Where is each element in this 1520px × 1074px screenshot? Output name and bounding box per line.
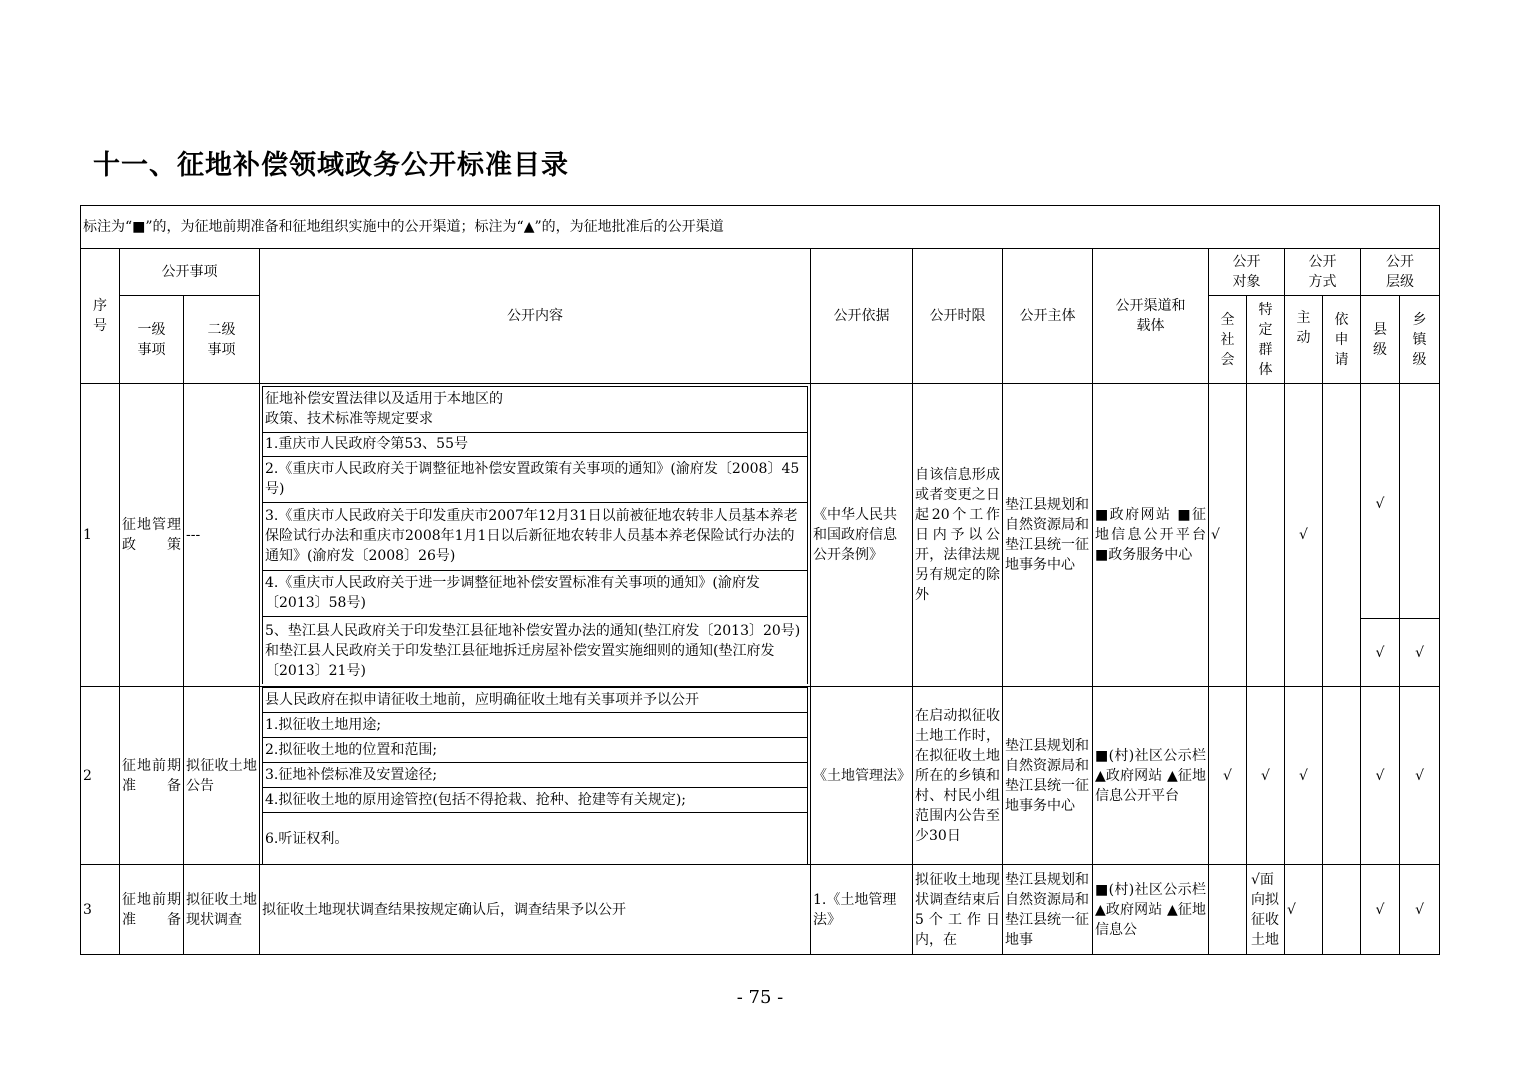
table-row	[81, 865, 1440, 955]
disclosure-table	[80, 205, 1440, 955]
row1-content-1: 1.重庆市人民政府令第53、55号	[263, 432, 808, 456]
header-level1: 一级事项	[120, 296, 184, 384]
row1-target-all: √	[1209, 384, 1247, 687]
row3-subject: 垫江县规划和自然资源局和垫江县统一征地事	[1003, 865, 1093, 955]
row2-level-town: √	[1400, 687, 1440, 865]
header-target: 公开对象	[1209, 249, 1285, 296]
header-seq: 序号	[81, 249, 120, 384]
header-mode-request: 依申请	[1323, 296, 1361, 384]
row2-seq: 2	[81, 687, 120, 865]
row1-level-town-b: √	[1400, 619, 1440, 687]
row3-channel: ■(村)社区公示栏 ▲政府网站 ▲征地信息公	[1093, 865, 1209, 955]
page-title: 十一、征地补偿领域政务公开标准目录	[93, 150, 569, 181]
row2-content	[260, 687, 811, 865]
row2-level-county: √	[1361, 687, 1400, 865]
row1-level-county-a: √	[1361, 384, 1400, 619]
header-level-county: 县级	[1361, 296, 1400, 384]
page-number: - 75 -	[736, 987, 784, 1008]
row2-content-0: 县人民政府在拟申请征收土地前，应明确征收土地有关事项并予以公开	[263, 688, 808, 713]
row3-level1: 征地前期准备	[120, 865, 184, 955]
header-level2: 二级事项	[184, 296, 260, 384]
row1-level2: ---	[184, 384, 260, 687]
row1-content-4: 4.《重庆市人民政府关于进一步调整征地补偿安置标准有关事项的通知》(渝府发〔2013〕58号)	[263, 570, 808, 616]
header-subject: 公开主体	[1003, 249, 1093, 384]
row2-subject: 垫江县规划和自然资源局和垫江县统一征地事务中心	[1003, 687, 1093, 865]
row1-content-3: 3.《重庆市人民政府关于印发重庆市2007年12月31日以前被征地农转非人员基本养老保险试行办法和重庆市2008年1月1日以后新征地农转非人员基本养老保险试行办法的通知》(渝府发〔2008〕26号)	[263, 502, 808, 570]
row1-mode-request	[1323, 384, 1361, 687]
row2-content-2: 2.拟征收土地的位置和范围;	[263, 738, 808, 763]
row1-content-5: 5、垫江县人民政府关于印发垫江县征地补偿安置办法的通知(垫江府发〔2013〕20号)和垫江县人民政府关于印发垫江县征地拆迁房屋补偿安置实施细则的通知(垫江府发〔2013〕21号)	[263, 616, 808, 684]
row3-basis: 1.《土地管理法》	[811, 865, 913, 955]
row1-mode-active: √	[1285, 384, 1323, 687]
row1-content	[260, 384, 811, 687]
table-row	[81, 687, 1440, 865]
row2-target-all: √	[1209, 687, 1247, 865]
row2-mode-active: √	[1285, 687, 1323, 865]
row3-target-all	[1209, 865, 1247, 955]
row2-basis: 《土地管理法》	[811, 687, 913, 865]
row2-target-specific: √	[1247, 687, 1285, 865]
row2-channel: ■(村)社区公示栏 ▲政府网站 ▲征地信息公开平台	[1093, 687, 1209, 865]
header-content: 公开内容	[260, 249, 811, 384]
row3-target-specific: √面向拟征收土地	[1247, 865, 1285, 955]
row1-channel: ■政府网站 ■征地信息公开平台 ■政务服务中心	[1093, 384, 1209, 687]
row3-seq: 3	[81, 865, 120, 955]
row2-content-5: 6.听证权利。	[263, 813, 808, 864]
table-row	[81, 384, 1440, 619]
row1-content-2: 2.《重庆市人民政府关于调整征地补偿安置政策有关事项的通知》(渝府发〔2008〕45号)	[263, 456, 808, 502]
row1-seq: 1	[81, 384, 120, 687]
row1-level-county-b: √	[1361, 619, 1400, 687]
row1-time-limit: 自该信息形成或者变更之日起20个工作日内予以公开，法律法规另有规定的除外	[913, 384, 1003, 687]
row2-content-1: 1.拟征收土地用途;	[263, 713, 808, 738]
row3-level-county: √	[1361, 865, 1400, 955]
header-target-all: 全社会	[1209, 296, 1247, 384]
row2-mode-request	[1323, 687, 1361, 865]
row3-mode-request	[1323, 865, 1361, 955]
row3-level2: 拟征收土地现状调查	[184, 865, 260, 955]
header-level: 公开层级	[1361, 249, 1440, 296]
header-mode-active: 主动	[1285, 296, 1323, 384]
header-time-limit: 公开时限	[913, 249, 1003, 384]
header-level-town: 乡镇级	[1400, 296, 1440, 384]
row2-content-4: 4.拟征收土地的原用途管控(包括不得抢栽、抢种、抢建等有关规定);	[263, 788, 808, 813]
row1-level-town-a	[1400, 384, 1440, 619]
header-target-specific: 特定群体	[1247, 296, 1285, 384]
legend-note: 标注为“■”的，为征地前期准备和征地组织实施中的公开渠道；标注为“▲”的，为征地批准后的公开渠道	[81, 206, 1440, 249]
row2-time-limit: 在启动拟征收土地工作时，在拟征收土地所在的乡镇和村、村民小组范围内公告至少30日	[913, 687, 1003, 865]
row3-content: 拟征收土地现状调查结果按规定确认后，调查结果予以公开	[260, 865, 811, 955]
header-mode: 公开方式	[1285, 249, 1361, 296]
row2-content-3: 3.征地补偿标准及安置途径;	[263, 763, 808, 788]
row2-level2: 拟征收土地公告	[184, 687, 260, 865]
row3-mode-active: √	[1285, 865, 1323, 955]
header-channel: 公开渠道和载体	[1093, 249, 1209, 384]
row1-content-0: 征地补偿安置法律以及适用于本地区的政策、技术标准等规定要求	[263, 386, 808, 432]
row3-time-limit: 拟征收土地现状调查结束后5个工作日内，在	[913, 865, 1003, 955]
row3-level-town: √	[1400, 865, 1440, 955]
header-basis: 公开依据	[811, 249, 913, 384]
row1-level1: 征地管理政策	[120, 384, 184, 687]
row1-target-specific	[1247, 384, 1285, 687]
row1-basis: 《中华人民共和国政府信息公开条例》	[811, 384, 913, 687]
row2-level1: 征地前期准备	[120, 687, 184, 865]
header-matter: 公开事项	[120, 249, 260, 296]
row1-subject: 垫江县规划和自然资源局和垫江县统一征地事务中心	[1003, 384, 1093, 687]
